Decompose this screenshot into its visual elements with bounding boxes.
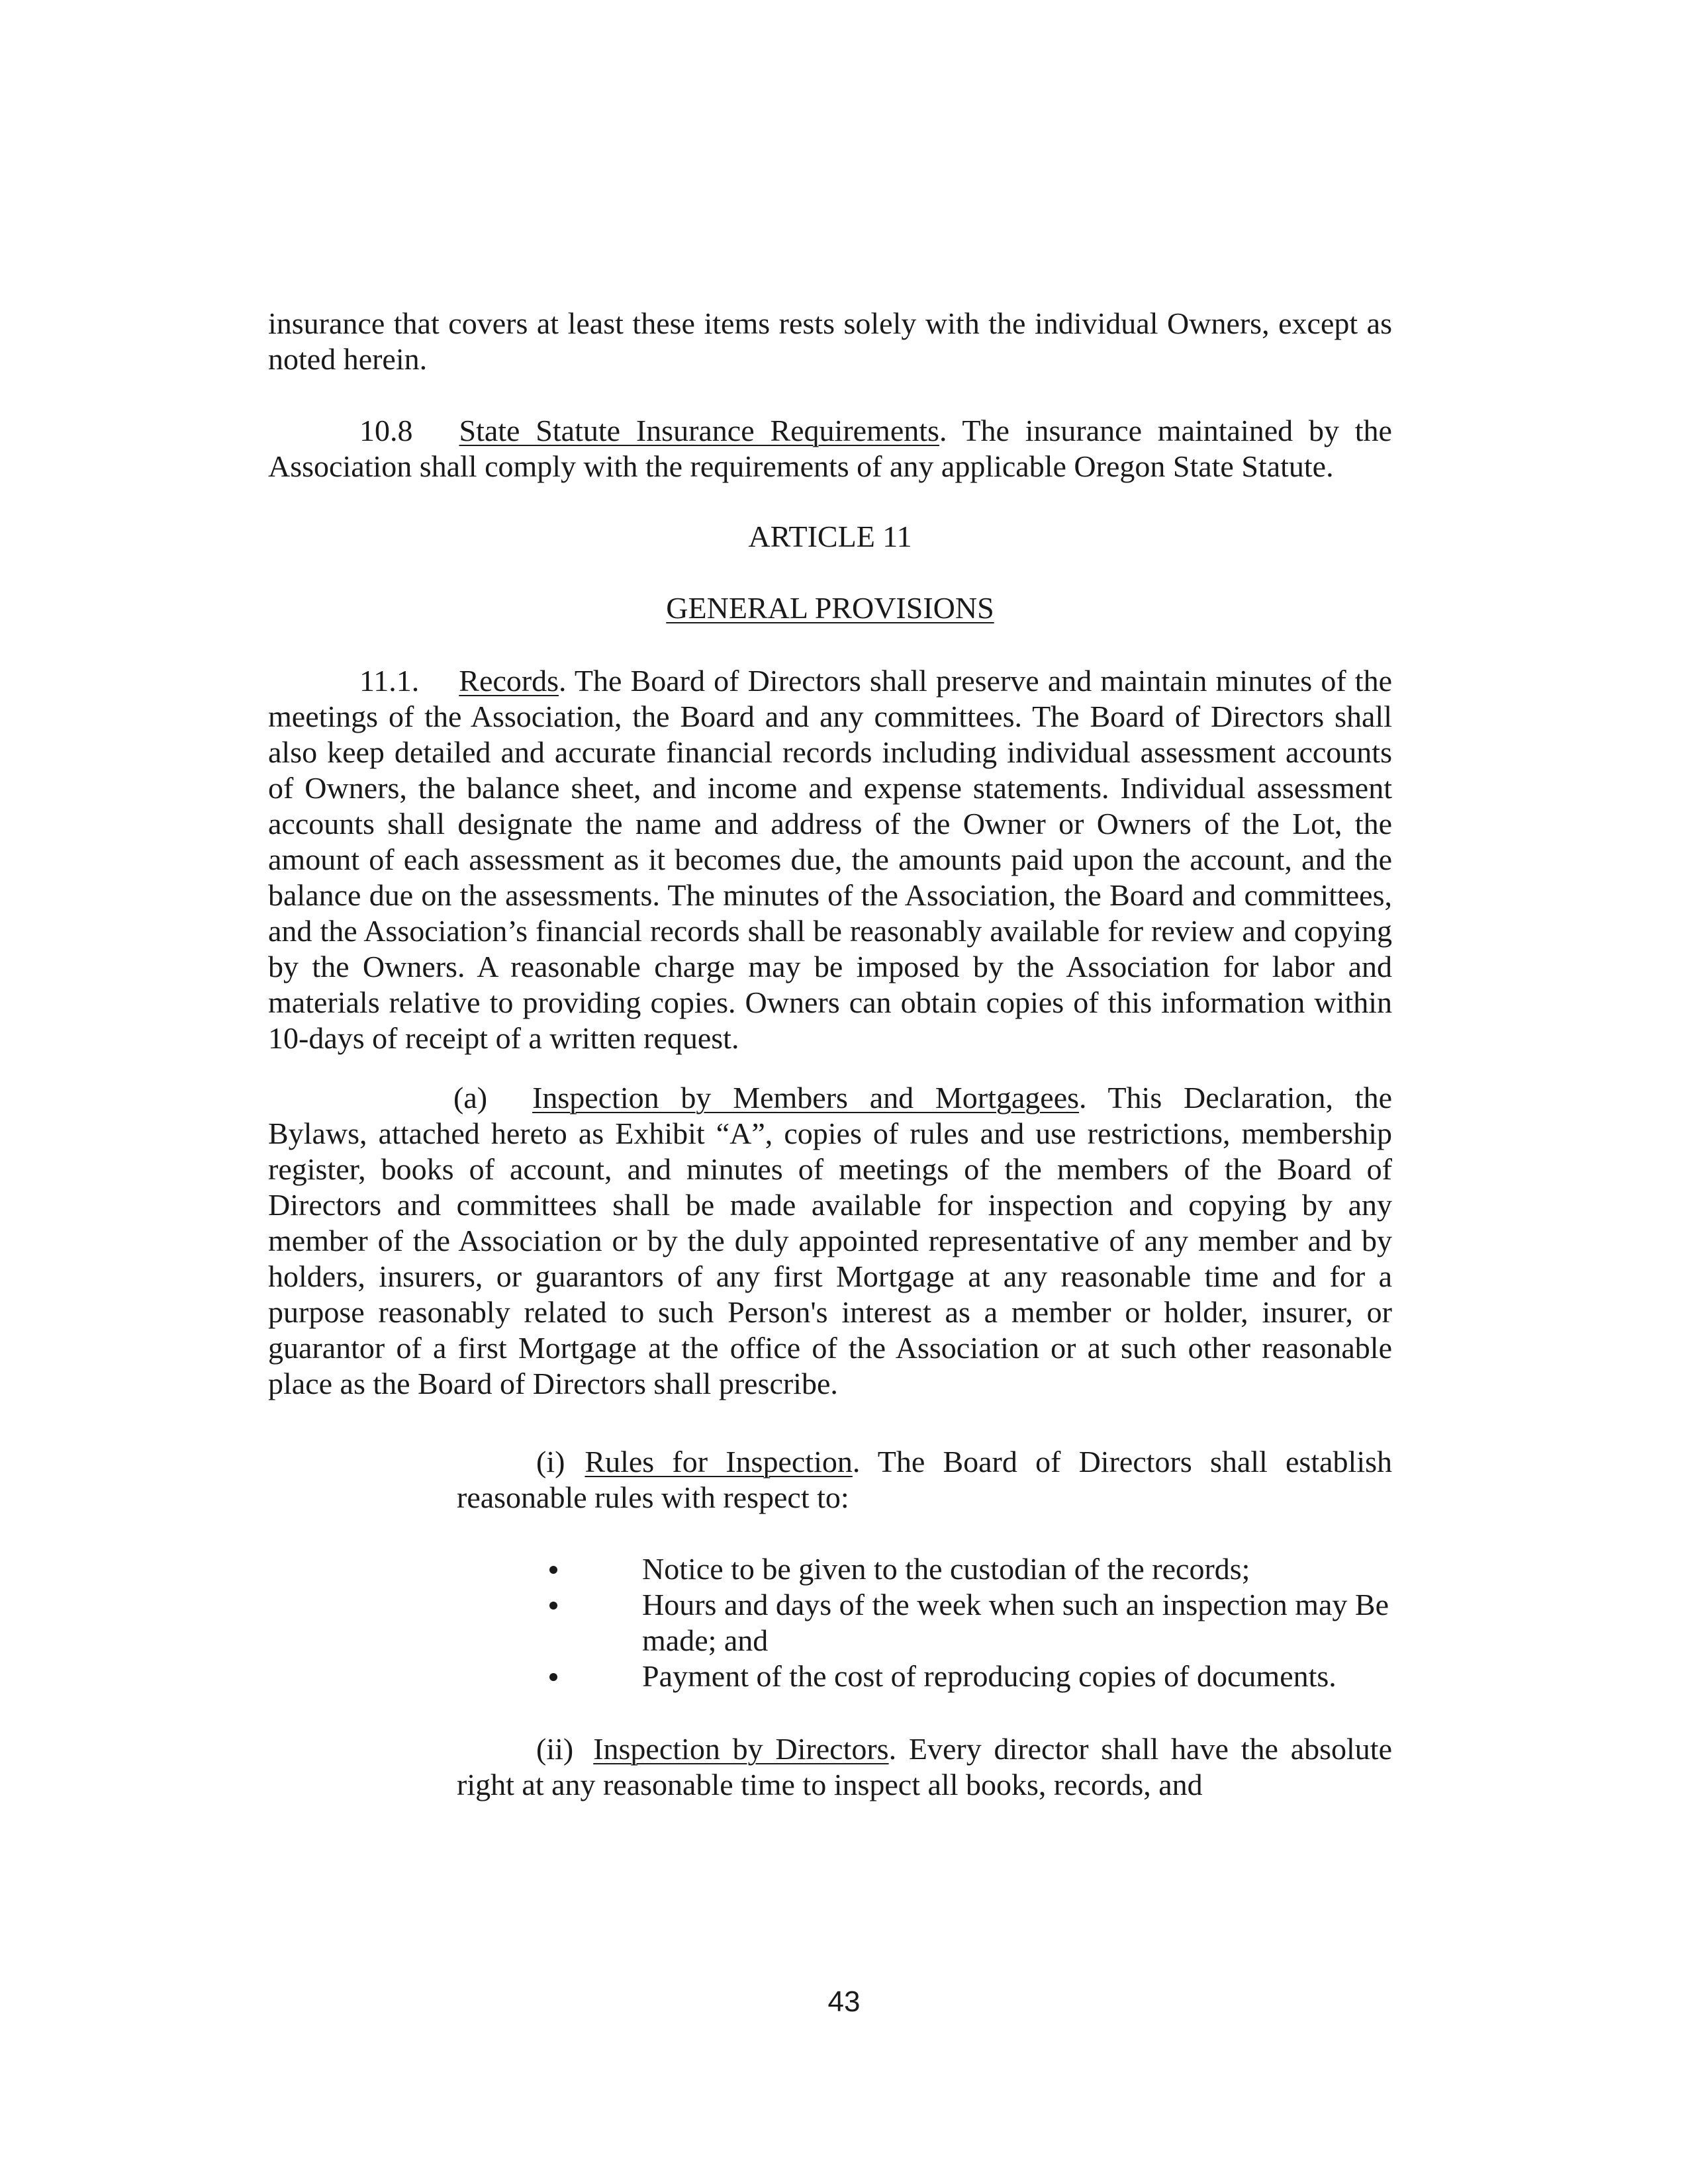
section-10-8-heading: State Statute Insurance Requirements xyxy=(459,414,939,447)
section-a-heading: Inspection by Members and Mortgagees xyxy=(532,1081,1080,1115)
list-item xyxy=(523,1587,1397,1659)
article-number: ARTICLE 11 xyxy=(748,520,912,553)
bullet-icon xyxy=(549,1566,557,1574)
bullet-icon xyxy=(549,1673,557,1681)
section-11-1-number: 11.1. xyxy=(359,664,420,698)
list-item-text: Payment of the cost of reproducing copies of documents. xyxy=(642,1659,1336,1693)
list-item xyxy=(523,1659,1397,1694)
page-number: 43 xyxy=(827,1985,861,2018)
bullet-icon xyxy=(549,1602,557,1610)
section-10-8-text: . The insurance maintained by the Association shall comply with the requirements of any applicable Oregon State Statute. xyxy=(268,414,1392,483)
section-i-number: (i) xyxy=(536,1445,565,1479)
section-a xyxy=(268,1080,1392,1402)
section-a-text: . This Declaration, the Bylaws, attached hereto as Exhibit “A”, copies of rules and use restrictions, membership register, books of account, and minutes of meetings of the members of the Board of Directors and committees shall be made available for inspection and copying by any member of the Association or by the duly appointed representative of any member and by holders, insurers, or guarantors of any first Mortgage at any reasonable time and for a purpose reasonably related to such Person's interest as a member or holder, insurer, or guarantor of a first Mortgage at the office of the Association or at such other reasonable place as the Board of Directors shall prescribe. xyxy=(268,1081,1393,1400)
list-item-text: Notice to be given to the custodian of the records; xyxy=(642,1552,1250,1586)
article-title xyxy=(268,590,1392,626)
section-ii xyxy=(457,1731,1392,1803)
section-i xyxy=(457,1444,1392,1516)
section-ii-number: (ii) xyxy=(536,1732,574,1766)
section-i-heading: Rules for Inspection xyxy=(585,1445,853,1479)
section-i-text: . The Board of Directors shall establish reasonable rules with respect to: xyxy=(457,1445,1392,1514)
section-11-1 xyxy=(268,663,1392,1056)
intro-paragraph xyxy=(268,306,1392,377)
section-ii-heading: Inspection by Directors xyxy=(593,1732,889,1766)
section-11-1-heading: Records xyxy=(459,664,559,698)
section-11-1-text: . The Board of Directors shall preserve and maintain minutes of the meetings of the Association, the Board and any committees. The Board of Directors shall also keep detailed and accurate financial records including individual assessment accounts of Owners, the balance sheet, and income and expense statements. Individual assessment accounts shall designate the name and address of the Owner or Owners of the Lot, the amount of each assessment as it becomes due, the amounts paid upon the account, and the balance due on the assessments. The minutes of the Association, the Board and committees, and the Association’s financial records shall be reasonably available for review and copying by the Owners. A reasonable charge may be imposed by the Association for labor and materials relative to providing copies. Owners can obtain copies of this information within 10-days of receipt of a written request. xyxy=(268,664,1392,1055)
section-a-number: (a) xyxy=(453,1081,488,1115)
list-item-text: Hours and days of the week when such an inspection may Be made; and xyxy=(642,1588,1389,1657)
section-10-8 xyxy=(268,413,1392,484)
section-ii-text: . Every director shall have the absolute right at any reasonable time to inspect all books, records, and xyxy=(457,1732,1392,1801)
article-title-text: GENERAL PROVISIONS xyxy=(666,591,994,625)
list-item xyxy=(523,1551,1397,1587)
intro-text: insurance that covers at least these items rests solely with the individual Owners, except as noted herein. xyxy=(268,306,1392,376)
inspection-rules-list xyxy=(523,1551,1397,1694)
section-10-8-number: 10.8 xyxy=(359,414,413,447)
